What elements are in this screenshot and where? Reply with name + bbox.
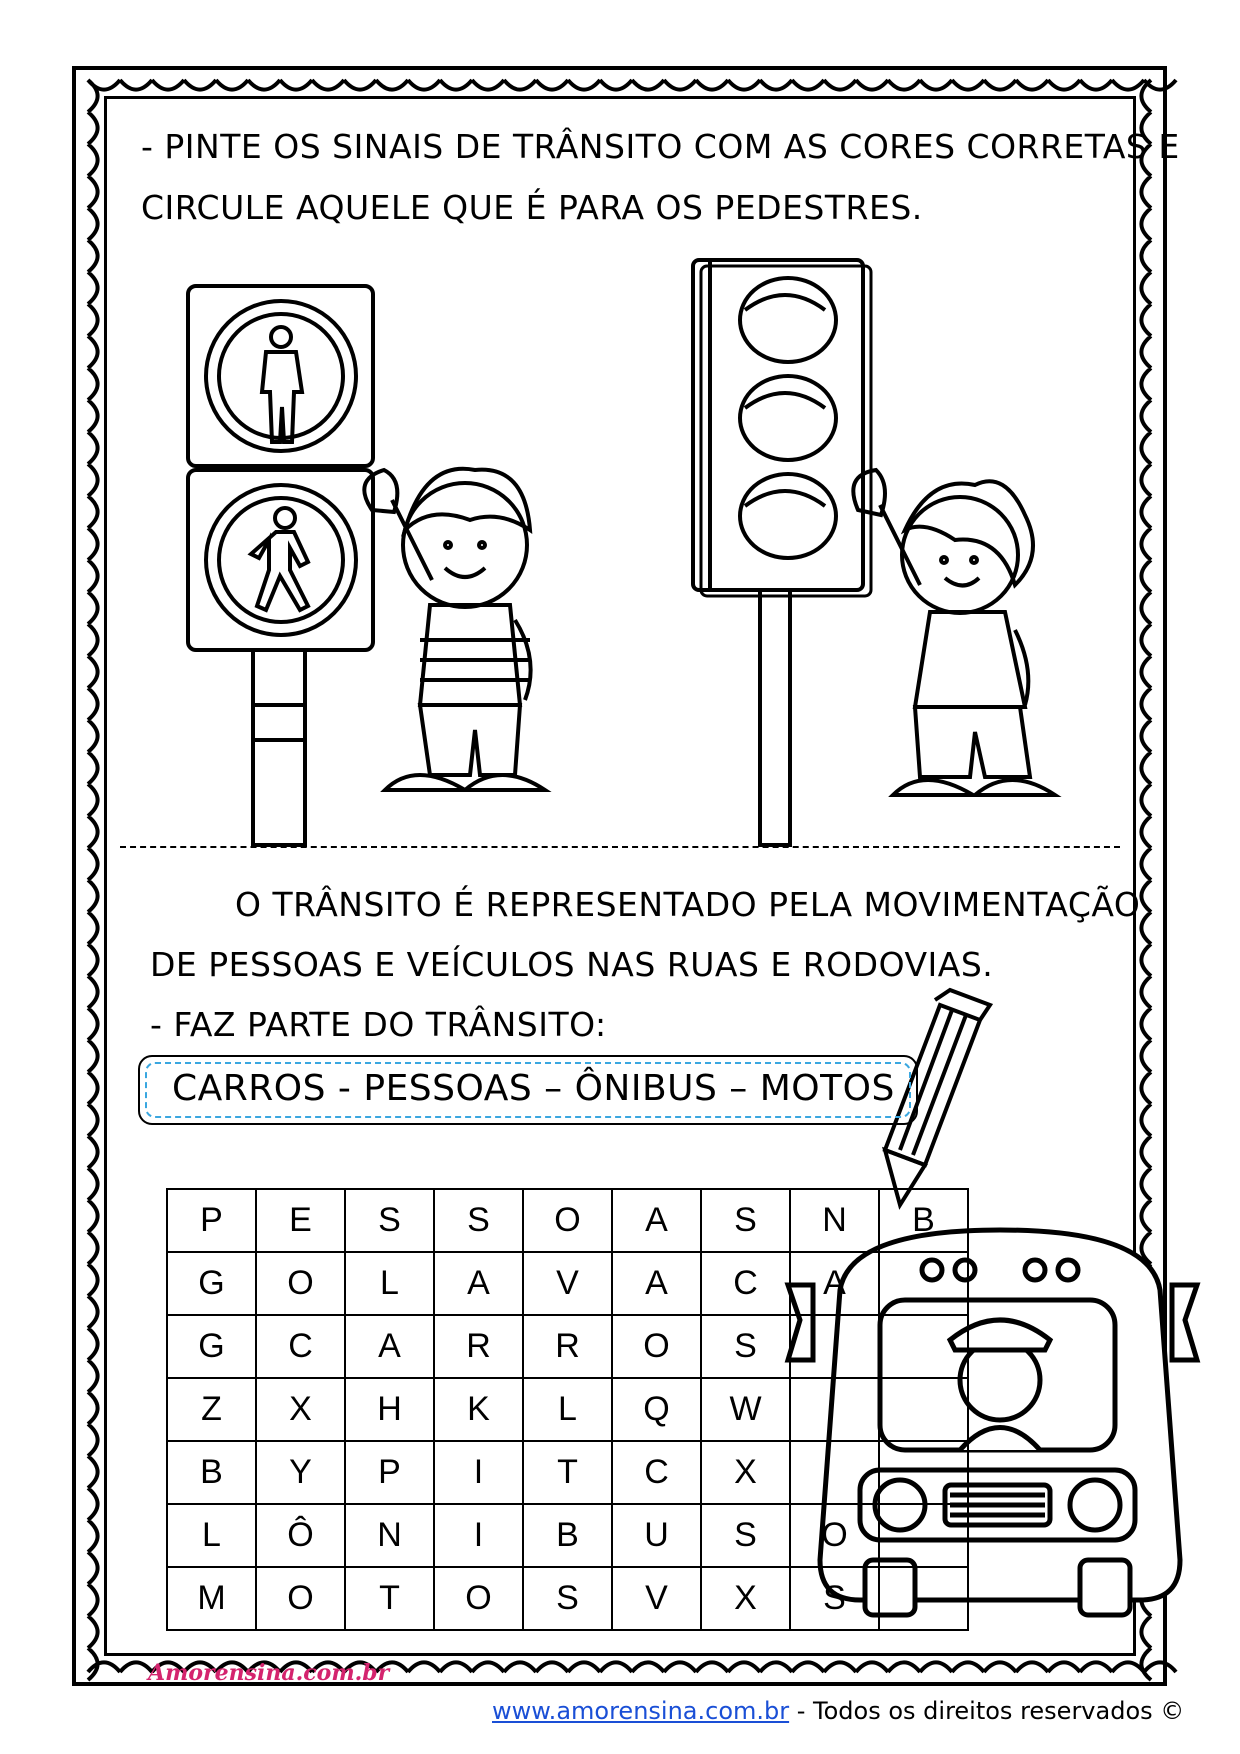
grid-row xyxy=(167,1567,968,1630)
site-logo: Amorensina.com.br xyxy=(148,1660,390,1686)
grid-cell[interactable]: C xyxy=(256,1315,345,1378)
grid-cell[interactable]: S xyxy=(790,1567,879,1630)
grid-cell[interactable]: L xyxy=(345,1252,434,1315)
grid-cell[interactable]: Y xyxy=(256,1441,345,1504)
grid-cell[interactable] xyxy=(879,1567,968,1630)
grid-cell[interactable]: X xyxy=(701,1567,790,1630)
grid-cell[interactable]: H xyxy=(345,1378,434,1441)
grid-cell[interactable]: V xyxy=(612,1567,701,1630)
grid-cell[interactable]: T xyxy=(345,1567,434,1630)
grid-cell[interactable] xyxy=(790,1315,879,1378)
grid-cell[interactable]: A xyxy=(612,1189,701,1252)
grid-cell[interactable]: L xyxy=(167,1504,256,1567)
footer-link[interactable]: www.amorensina.com.br xyxy=(492,1697,790,1725)
grid-cell[interactable]: P xyxy=(345,1441,434,1504)
word-list: CARROS - PESSOAS – ÔNIBUS – MOTOS xyxy=(172,1068,895,1109)
grid-cell[interactable]: R xyxy=(434,1315,523,1378)
grid-cell[interactable] xyxy=(790,1378,879,1441)
grid-cell[interactable] xyxy=(790,1441,879,1504)
grid-cell[interactable]: I xyxy=(434,1504,523,1567)
grid-cell[interactable]: B xyxy=(879,1189,968,1252)
grid-cell[interactable]: C xyxy=(701,1252,790,1315)
footer xyxy=(492,1697,1184,1725)
grid-row xyxy=(167,1189,968,1252)
grid-cell[interactable]: I xyxy=(434,1441,523,1504)
grid-cell[interactable]: Ô xyxy=(256,1504,345,1567)
grid-cell[interactable] xyxy=(879,1504,968,1567)
grid-cell[interactable]: V xyxy=(523,1252,612,1315)
grid-cell[interactable]: A xyxy=(612,1252,701,1315)
grid-cell[interactable]: P xyxy=(167,1189,256,1252)
paragraph-line-1: O TRÂNSITO É REPRESENTADO PELA MOVIMENTAÇÃO xyxy=(235,885,1141,924)
grid-cell[interactable]: G xyxy=(167,1315,256,1378)
grid-cell[interactable]: S xyxy=(523,1567,612,1630)
boy-icon xyxy=(364,469,545,790)
grid-cell[interactable]: G xyxy=(167,1252,256,1315)
grid-cell[interactable]: S xyxy=(434,1189,523,1252)
vehicle-traffic-light-icon xyxy=(693,260,871,845)
grid-cell[interactable]: O xyxy=(434,1567,523,1630)
grid-cell[interactable]: X xyxy=(701,1441,790,1504)
grid-cell[interactable]: B xyxy=(523,1504,612,1567)
grid-cell[interactable]: S xyxy=(701,1189,790,1252)
instruction-line-1: - PINTE OS SINAIS DE TRÂNSITO COM AS CORES CORRETAS E xyxy=(141,127,1180,166)
grid-cell[interactable]: M xyxy=(167,1567,256,1630)
grid-row xyxy=(167,1315,968,1378)
task-label: - FAZ PARTE DO TRÂNSITO: xyxy=(150,1005,607,1044)
grid-cell[interactable]: N xyxy=(790,1189,879,1252)
pedestrian-traffic-light-icon xyxy=(188,286,373,845)
grid-cell[interactable]: N xyxy=(345,1504,434,1567)
grid-row xyxy=(167,1504,968,1567)
grid-cell[interactable]: O xyxy=(612,1315,701,1378)
grid-cell[interactable]: S xyxy=(345,1189,434,1252)
grid-cell[interactable] xyxy=(879,1441,968,1504)
grid-row xyxy=(167,1378,968,1441)
footer-rights: - Todos os direitos reservados © xyxy=(789,1697,1185,1725)
word-search-grid xyxy=(166,1188,969,1631)
grid-cell[interactable]: L xyxy=(523,1378,612,1441)
grid-cell[interactable]: T xyxy=(523,1441,612,1504)
grid-cell[interactable]: O xyxy=(790,1504,879,1567)
grid-cell[interactable]: A xyxy=(434,1252,523,1315)
grid-cell[interactable]: A xyxy=(345,1315,434,1378)
ground-dashed-line xyxy=(120,846,1120,848)
grid-cell[interactable]: Z xyxy=(167,1378,256,1441)
grid-cell[interactable]: C xyxy=(612,1441,701,1504)
girl-icon xyxy=(853,470,1055,795)
grid-cell[interactable]: O xyxy=(256,1252,345,1315)
instruction-line-2: CIRCULE AQUELE QUE É PARA OS PEDESTRES. xyxy=(141,188,923,227)
grid-cell[interactable]: E xyxy=(256,1189,345,1252)
grid-cell[interactable]: S xyxy=(701,1315,790,1378)
grid-cell[interactable]: B xyxy=(167,1441,256,1504)
grid-cell[interactable]: A xyxy=(790,1252,879,1315)
grid-cell[interactable]: X xyxy=(256,1378,345,1441)
grid-cell[interactable]: K xyxy=(434,1378,523,1441)
grid-cell[interactable] xyxy=(879,1252,968,1315)
grid-cell[interactable]: W xyxy=(701,1378,790,1441)
grid-cell[interactable]: O xyxy=(523,1189,612,1252)
grid-cell[interactable]: O xyxy=(256,1567,345,1630)
grid-cell[interactable]: R xyxy=(523,1315,612,1378)
grid-row xyxy=(167,1441,968,1504)
grid-cell[interactable]: S xyxy=(701,1504,790,1567)
grid-cell[interactable]: Q xyxy=(612,1378,701,1441)
grid-cell[interactable] xyxy=(879,1378,968,1441)
grid-cell[interactable]: U xyxy=(612,1504,701,1567)
grid-row xyxy=(167,1252,968,1315)
paragraph-line-2: DE PESSOAS E VEÍCULOS NAS RUAS E RODOVIAS. xyxy=(150,945,994,984)
grid-cell[interactable] xyxy=(879,1315,968,1378)
